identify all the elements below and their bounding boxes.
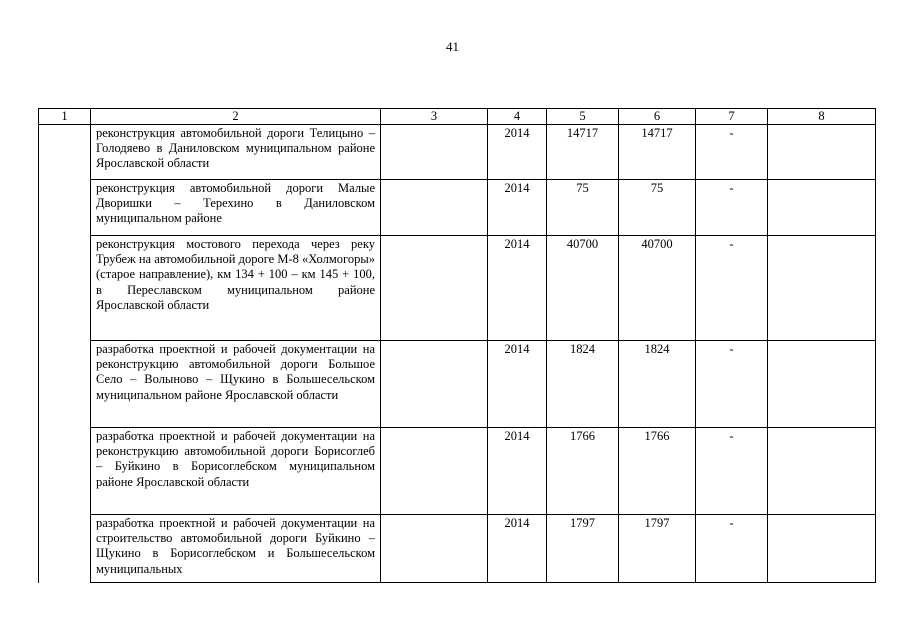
header-cell: 5 xyxy=(547,109,619,125)
table-header-row xyxy=(39,109,876,125)
cell-7: - xyxy=(696,428,768,515)
cell-8 xyxy=(768,515,876,583)
page-number: 41 xyxy=(446,39,459,54)
description-cell: реконструкция мостового перехода через реку Трубеж на автомобильной дороге М-8 «Холмогоры» (старое направление), км 134 + 100 – км 145 + 100, в Переславском муниципальном районе Ярославской области xyxy=(91,236,381,341)
header-cell: 1 xyxy=(39,109,91,125)
budget-table xyxy=(38,108,876,583)
cell-5: 75 xyxy=(547,180,619,236)
cell-8 xyxy=(768,236,876,341)
header-cell: 6 xyxy=(619,109,696,125)
cell-5: 14717 xyxy=(547,125,619,180)
table-row xyxy=(39,180,876,236)
group-cell xyxy=(39,515,91,583)
table-row xyxy=(39,125,876,180)
cell-6: 40700 xyxy=(619,236,696,341)
group-cell xyxy=(39,428,91,515)
cell-7: - xyxy=(696,236,768,341)
header-cell: 3 xyxy=(381,109,488,125)
cell-6: 1766 xyxy=(619,428,696,515)
table-row xyxy=(39,515,876,583)
description-cell: реконструкция автомобильной дороги Телицыно – Голодяево в Даниловском муниципальном районе Ярославской области xyxy=(91,125,381,180)
header-cell: 7 xyxy=(696,109,768,125)
cell-5: 1766 xyxy=(547,428,619,515)
header-cell: 8 xyxy=(768,109,876,125)
cell-3 xyxy=(381,515,488,583)
header-cell: 2 xyxy=(91,109,381,125)
header-cell: 4 xyxy=(488,109,547,125)
cell-6: 1797 xyxy=(619,515,696,583)
cell-7: - xyxy=(696,341,768,428)
year-cell: 2014 xyxy=(488,341,547,428)
cell-6: 75 xyxy=(619,180,696,236)
cell-8 xyxy=(768,125,876,180)
cell-3 xyxy=(381,428,488,515)
year-cell: 2014 xyxy=(488,236,547,341)
cell-3 xyxy=(381,180,488,236)
year-cell: 2014 xyxy=(488,515,547,583)
cell-7: - xyxy=(696,180,768,236)
year-cell: 2014 xyxy=(488,125,547,180)
group-cell xyxy=(39,180,91,236)
cell-3 xyxy=(381,341,488,428)
group-cell xyxy=(39,341,91,428)
year-cell: 2014 xyxy=(488,180,547,236)
cell-7: - xyxy=(696,125,768,180)
cell-8 xyxy=(768,341,876,428)
cell-8 xyxy=(768,180,876,236)
table-row xyxy=(39,428,876,515)
table-row xyxy=(39,341,876,428)
group-cell xyxy=(39,236,91,341)
year-cell: 2014 xyxy=(488,428,547,515)
cell-6: 14717 xyxy=(619,125,696,180)
cell-8 xyxy=(768,428,876,515)
cell-3 xyxy=(381,125,488,180)
cell-3 xyxy=(381,236,488,341)
cell-5: 1797 xyxy=(547,515,619,583)
description-cell: разработка проектной и рабочей документации на реконструкцию автомобильной дороги Борисоглеб – Буйкино в Борисоглебском муниципальном районе Ярославской области xyxy=(91,428,381,515)
table-row xyxy=(39,236,876,341)
description-cell: разработка проектной и рабочей документации на реконструкцию автомобильной дороги Большое Село – Волыново – Щукино в Большесельском муниципальном районе Ярославской области xyxy=(91,341,381,428)
description-cell: реконструкция автомобильной дороги Малые Дворишки – Терехино в Даниловском муниципальном районе xyxy=(91,180,381,236)
group-cell xyxy=(39,125,91,180)
cell-5: 1824 xyxy=(547,341,619,428)
cell-6: 1824 xyxy=(619,341,696,428)
cell-5: 40700 xyxy=(547,236,619,341)
description-cell: разработка проектной и рабочей документации на строительство автомобильной дороги Буйкино – Щукино в Борисоглебском и Большесельском муниципальных xyxy=(91,515,381,583)
cell-7: - xyxy=(696,515,768,583)
